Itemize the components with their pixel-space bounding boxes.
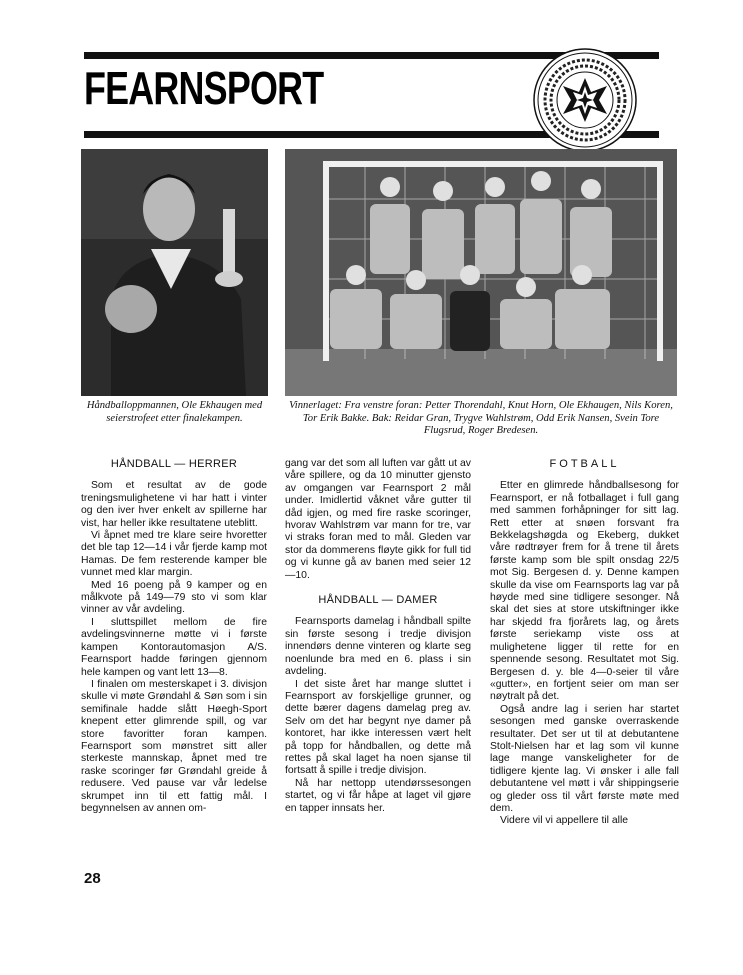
col2-paragraph: I det siste året har mange sluttet i Fearnsport av forskjellige grunner, og dette bærer dagens damelag preg av. Selv om det har begynt nye damer på kontoret, har ikke interessen vært helt på topp for håndballen, og dette må rettes på skal laget ha noen sjanse til fortsatt å spille i tredje divisjon. [285, 678, 471, 777]
col1-paragraph: Som et resultat av de gode treningsmulighetene vi har hatt i vinter og den iver hver enkelt av spillerne har vist, har heller ikke resultatene uteblitt. [81, 480, 267, 529]
iron-cross-wreath-emblem-icon [533, 48, 637, 152]
col1-paragraph: Vi åpnet med tre klare seire hvoretter det ble tap 12—14 i vår fjerde kamp mot Hamas. De fem resterende kamper ble vunnet med klar margin. [81, 530, 267, 579]
col3-paragraph: Etter en glimrede håndballsesong for Fearnsport, er nå fotballaget i full gang med sammen forhåpninger for sitt lag. Rett etter at snøen forsvant fra Bekkelagshøgda og Ekeberg, dukket våre rødtrøyer frem for å trene til årets første kamp som ble spilt onsdag 22/5 mot Sig. Bergesen d. y. Denne kampen skulle da vise om Fearnsports lag var på høyde med sine tidligere sesonger. Nå skal det sies at store utskiftninger ikke har skjedd fra fjorårets lag, og årets første seriekamp viste oss at mulighetene ligger til rette for en spennende sesong. Resultatet mot Sig. Bergesen d. y. ble 4—0-seier til våre «gutter», en fortjent seier om man ser nøytralt på det. [490, 480, 679, 703]
photo-ole-ekhaugen [81, 149, 268, 396]
col2-paragraph: Fearnsports damelag i håndball spilte sin første sesong i tredje divisjon innendørs denne vinteren og klarte seg noenlunde bra med en 6. plass i sin avdeling. [285, 616, 471, 678]
caption-right: Vinnerlaget: Fra venstre foran: Petter Thorendahl, Knut Horn, Ole Ekhaugen, Nils Koren, Tor Erik Bakke. Bak: Reidar Gran, Trygve Wahlstrøm, Odd Erik Nansen, Svein Tore Flugsrud, Roger Bredesen. [289, 400, 673, 437]
column-1 [81, 458, 267, 815]
heading-handball-herrer: HÅNDBALL — HERRER [110, 458, 238, 470]
col3-paragraph: Videre vil vi appellere til alle [500, 815, 629, 827]
masthead-title: FEARNSPORT [84, 62, 324, 114]
page-number: 28 [84, 870, 101, 887]
col1-paragraph: I finalen om mesterskapet i 3. divisjon skulle vi møte Grøndahl & Søn som i sin semifinale hadde slått Høegh-Sport knepent etter glimrende spill, og var store favoritter foran kampen. Fearnsport som mønstret sitt aller sterkeste mannskap, åpnet med tre raske scoringer før Grøndahl greide å redusere. Ved pause var vår ledelse skrumpet inn til ett fattig mål. I begynnelsen av annen om- [81, 678, 267, 814]
column-2 [285, 458, 471, 815]
col2-paragraph: Nå har nettopp utendørssesongen startet, og vi får håpe at laget vil gjøre en tapper innsats her. [285, 777, 471, 814]
col1-paragraph: Med 16 poeng på 9 kamper og en målkvote på 149—79 sto vi som klar vinner av vår avdeling. [81, 579, 267, 616]
heading-fotball: FOTBALL [549, 458, 620, 470]
caption-left: Håndballoppmannen, Ole Ekhaugen med seierstrofeet etter finalekampen. [86, 400, 263, 424]
col3-paragraph: Også andre lag i serien har startet sesongen med ganske overraskende resultater. Det ser ut til at debutantene Stolt-Nielsen har et lag som vil kunne lage mange vanskeligheter for de tidligere kjente lag. Vi ønsker i alle fall debutantene vel møtt i vår shippingserie og gleder oss til vårt første møte med dem. [490, 703, 679, 814]
photo-winning-team [285, 149, 677, 396]
col1-paragraph: I sluttspillet mellom de fire avdelingsvinnerne møtte vi i første kampen Kontorautomasjon A/S. Fearnsport hadde føringen gjennom hele kampen og vant lett 13—8. [81, 616, 267, 678]
heading-handball-damer: HÅNDBALL — DAMER [318, 594, 438, 607]
column-3 [490, 458, 679, 828]
col2-paragraph: gang var det som all luften var gått ut av våre spillere, og da 10 minutter gjensto av omgangen var Fearnsport 2 mål under. Imidlertid våknet våre gutter til dåd igjen, og med fire raske scoringer, hvorav Wahlstrøm var mann for tre, var vi straks foran med to mål. Gleden var stor da dommerens fløyte gikk for full tid og vi kunne gå av banen med seier 12—10. [285, 458, 471, 581]
